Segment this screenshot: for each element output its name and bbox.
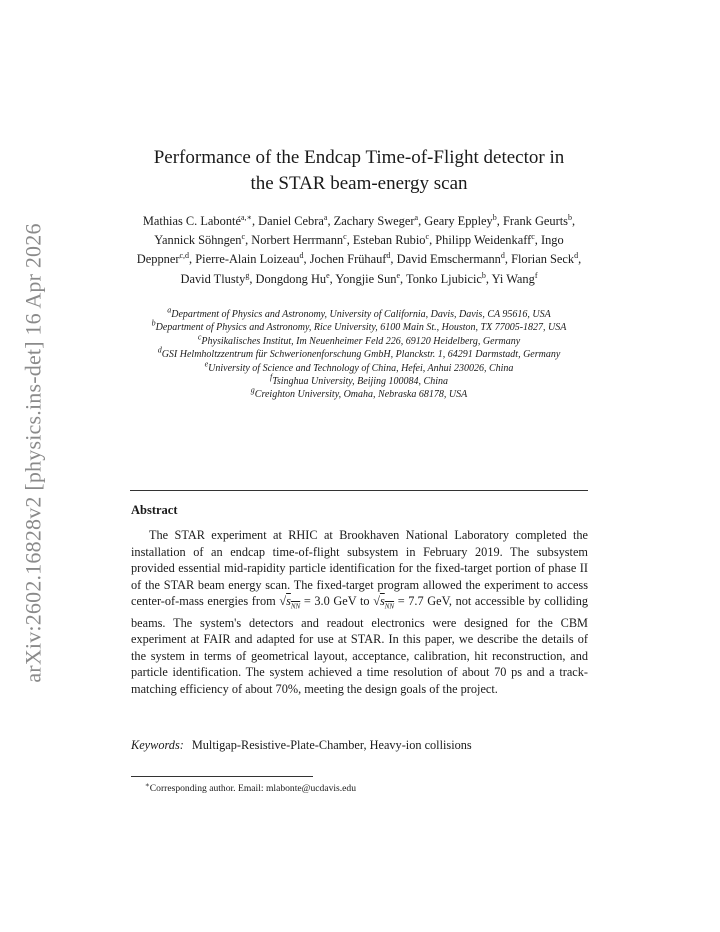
- author-affiliation-mark: d: [500, 251, 505, 261]
- affiliation-text: Department of Physics and Astronomy, Rice University, 6100 Main St., Houston, TX 77005-1827, USA: [155, 322, 567, 334]
- author-name: Zachary Sweger: [333, 214, 415, 228]
- footnote-divider: [131, 776, 313, 777]
- author-name: Philipp Weidenkaff: [435, 233, 532, 248]
- author-separator: ,: [249, 271, 256, 286]
- author-name: Tonko Ljubicic: [406, 271, 482, 286]
- affiliation-key: b: [151, 319, 156, 329]
- affiliation-item: [130, 372, 588, 388]
- author-affiliation-mark: c: [425, 232, 430, 242]
- arxiv-identifier: arXiv:2602.16828v2 [physics.ins-det] 16 Apr 2026: [21, 223, 46, 683]
- author-separator: ,: [329, 271, 336, 286]
- author-separator: ,: [485, 271, 492, 286]
- author-name: David Emschermann: [396, 252, 501, 267]
- author-affiliation-mark: c: [241, 232, 246, 242]
- author-separator: ,: [303, 252, 310, 267]
- affiliation-item: [130, 305, 588, 321]
- affiliation-item: [130, 345, 588, 361]
- author-separator: ,: [390, 252, 397, 267]
- author-name: Florian Seck: [511, 252, 575, 267]
- author-affiliation-mark: d: [574, 251, 579, 261]
- author-separator: ,: [534, 233, 541, 248]
- corresponding-author-footnote: [145, 781, 356, 794]
- sqrt-snn-high: $√s_{NN}$: [373, 594, 395, 611]
- affiliation-text: Department of Physics and Astronomy, University of California, Davis, Davis, CA 95616, USA: [171, 309, 551, 320]
- energy-high-text: = 7.7 GeV: [394, 594, 449, 608]
- footnote-text: Corresponding author. Email: mlabonte@ucdavis.edu: [149, 783, 357, 795]
- affiliation-key: a: [167, 305, 172, 315]
- author-separator: ,: [429, 233, 436, 248]
- author-affiliation-mark: c,d: [179, 251, 190, 261]
- author-affiliation-mark: a,∗: [240, 212, 252, 222]
- author-name: Norbert Herrmann: [251, 233, 344, 248]
- author-separator: ,: [251, 214, 259, 228]
- author-separator: ,: [571, 214, 576, 228]
- affiliation-key: d: [157, 345, 162, 355]
- affiliation-item: [130, 359, 588, 375]
- author-name: Esteban Rubio: [352, 233, 426, 248]
- author-name: Mathias C. Labonté: [142, 214, 241, 228]
- author-affiliation-mark: e: [396, 270, 401, 280]
- affiliation-key: f: [270, 372, 273, 382]
- abstract-body: [131, 527, 588, 697]
- author-affiliation-mark: a: [323, 212, 328, 222]
- author-affiliation-mark: e: [326, 270, 330, 280]
- author-affiliation-mark: b: [492, 212, 497, 222]
- author-list: [130, 212, 588, 289]
- paper-title: [100, 145, 618, 197]
- sqrt-snn-low: $√s_{NN}$: [279, 594, 301, 611]
- affiliation-text: Physikalisches Institut, Im Neuenheimer Feld 226, 69120 Heidelberg, Germany: [201, 335, 521, 347]
- author-separator: ,: [400, 271, 407, 286]
- author-separator: ,: [346, 233, 353, 248]
- affiliation-text: Creighton University, Omaha, Nebraska 68178, USA: [254, 389, 468, 401]
- author-name: Yongjie Sun: [335, 271, 397, 286]
- author-affiliation-mark: d: [386, 251, 391, 261]
- author-name: Pierre-Alain Loizeau: [195, 252, 300, 267]
- author-separator: ,: [578, 252, 582, 267]
- affiliation-text: Tsinghua University, Beijing 100084, China: [272, 376, 448, 388]
- author-separator: ,: [327, 214, 334, 228]
- abstract-heading: Abstract: [131, 503, 178, 517]
- author-affiliation-mark: g: [245, 270, 250, 280]
- author-name: Yi Wang: [491, 271, 535, 286]
- author-separator: ,: [245, 233, 252, 248]
- affiliation-key: e: [204, 359, 209, 369]
- author-separator: ,: [189, 252, 196, 267]
- author-affiliation-mark: b: [567, 212, 572, 222]
- keywords-value: Multigap-Resistive-Plate-Chamber, Heavy-ion collisions: [191, 738, 472, 752]
- author-affiliation-mark: f: [534, 270, 538, 280]
- affiliation-key: g: [250, 386, 255, 396]
- abstract-divider: [130, 490, 588, 491]
- affiliation-list: [130, 305, 588, 402]
- author-name: Geary Eppley: [424, 214, 493, 228]
- author-name: Dongdong Hu: [255, 271, 327, 286]
- author-separator: ,: [418, 214, 425, 228]
- abstract-text-part2: , not accessible by colliding beams. The system's detectors and readout electronics were designed for the CBM experiment at FAIR and adapted for use at STAR. In this paper, we describe the details of the system in terms of geometrical layout, acceptance, calibration, hit reconstruction, and particle identification. The system achieved a time resolution of about 70 ps and a track-matching efficiency of about 70%, meeting the design goals of the project.: [131, 594, 588, 696]
- author-name: Jochen Frühauf: [309, 252, 387, 267]
- author-separator: ,: [496, 214, 503, 228]
- author-name: Yannick Söhngen: [154, 233, 242, 248]
- keywords: [131, 738, 472, 753]
- author-affiliation-mark: b: [481, 270, 486, 280]
- affiliation-key: c: [197, 332, 202, 342]
- author-name: David Tlusty: [180, 271, 246, 286]
- author-separator: ,: [504, 252, 512, 267]
- affiliation-text: University of Science and Technology of China, Hefei, Anhui 230026, China: [208, 362, 514, 374]
- author-name: Ingo Deppner: [136, 233, 564, 267]
- footnote-mark: ∗: [145, 781, 150, 789]
- author-name: Frank Geurts: [502, 214, 568, 228]
- affiliation-text: GSI Helmholtzzentrum für Schwerionenforschung GmbH, Planckstr. 1, 64291 Darmstadt, Germany: [161, 349, 561, 361]
- author-name: Daniel Cebra: [258, 214, 324, 228]
- abstract-text-part1: The STAR experiment at RHIC at Brookhaven National Laboratory completed the installation of an endcap time-of-flight subsystem in February 2019. The subsystem provided essential mid-rapidity particle identification for the fixed-target portion of phase II of the STAR beam energy scan. The fixed-target program allowed the experiment to access center-of-mass energies from: [131, 528, 588, 608]
- affiliation-item: [130, 388, 588, 401]
- keywords-label: Keywords:: [131, 738, 184, 752]
- author-affiliation-mark: c: [343, 232, 347, 242]
- affiliation-item: [130, 332, 588, 348]
- author-affiliation-mark: a: [414, 212, 419, 222]
- title-line-1: Performance of the Endcap Time-of-Flight detector in: [153, 147, 565, 168]
- energy-low-text: = 3.0 GeV to: [300, 594, 374, 608]
- title-line-2: the STAR beam-energy scan: [250, 173, 468, 194]
- author-affiliation-mark: d: [299, 251, 304, 261]
- arxiv-sidebar: [12, 218, 56, 688]
- author-affiliation-mark: c: [531, 232, 535, 242]
